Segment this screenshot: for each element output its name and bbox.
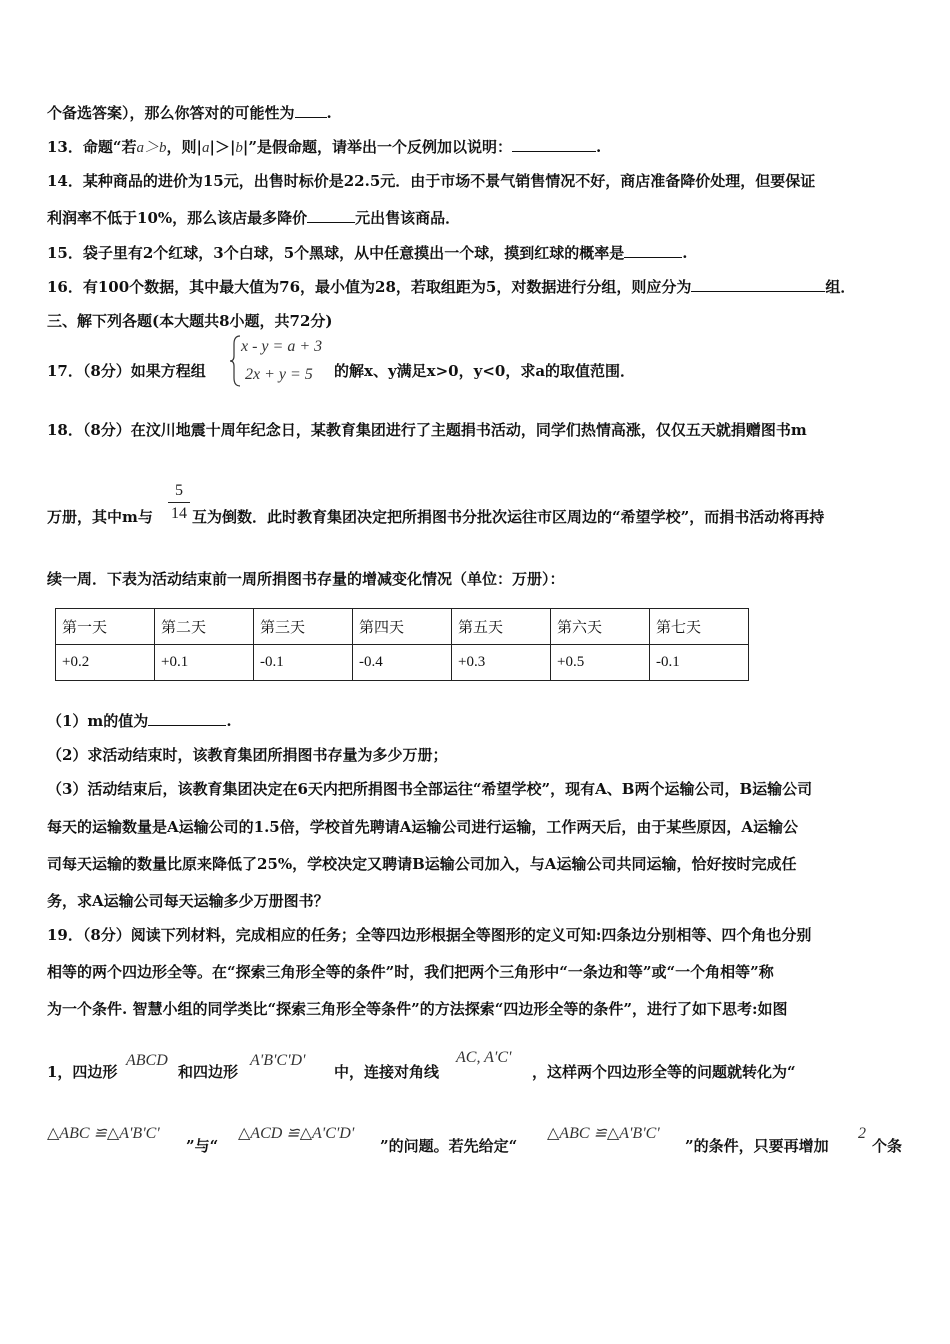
numerator: 5 [175, 482, 183, 499]
table-cell: 第六天 [551, 609, 650, 645]
text: ”与“ [186, 1137, 219, 1155]
text: 1，四边形 [47, 1063, 118, 1081]
text: . [326, 104, 332, 122]
brace-icon [228, 334, 242, 388]
inventory-change-table [55, 608, 749, 681]
text: 13．命题“若 [47, 138, 137, 156]
math-expr: 2 [858, 1125, 866, 1142]
math-expr: b [235, 140, 243, 156]
question-18-part3-line4 [47, 891, 329, 911]
table-cell: 第四天 [353, 609, 452, 645]
question-19-line1 [47, 925, 811, 945]
answer-blank [512, 137, 596, 152]
equation-1: x - y = a + 3 [241, 338, 323, 355]
math-expr: △ABC ≌△A'B'C' [47, 1125, 160, 1142]
text: ”的问题。若先给定“ [380, 1137, 518, 1155]
answer-blank [624, 243, 682, 258]
question-18-line1 [47, 420, 807, 440]
answer-blank [691, 277, 825, 292]
fraction [168, 482, 190, 523]
text: 三、解下列各题(本大题共8小题，共72分) [47, 312, 333, 330]
table-cell: 第一天 [56, 609, 155, 645]
text: 14．某种商品的进价为15元，出售时标价是22.5元．由于市场不景气销售情况不好，商店准备降价处理，但要保证 [47, 172, 816, 190]
question-19-line4 [47, 1062, 117, 1082]
text: ”的条件，只要再增加 [685, 1137, 829, 1155]
question-13 [47, 137, 601, 158]
text: 为一个条件. 智慧小组的同学类比“探索三角形全等条件”的方法探索“四边形全等的条件”，进行了如下思考:如图 [47, 1000, 788, 1018]
text: （2）求活动结束时，该教育集团所捐图书存量为多少万册； [47, 746, 448, 764]
question-18-part2 [47, 745, 447, 765]
text: 相等的两个四边形全等。在“探索三角形全等的条件”时，我们把两个三角形中“一条边和等”或“一个角相等”称 [47, 963, 774, 981]
question-18-part1 [47, 711, 232, 731]
equation-2: 2x + y = 5 [245, 366, 313, 383]
table-cell: 第二天 [155, 609, 254, 645]
table-cell: -0.1 [650, 645, 749, 681]
math-expr: AC, A'C' [456, 1049, 512, 1066]
question-18-line2a [47, 507, 153, 527]
table-cell: +0.1 [155, 645, 254, 681]
line-q12-end [47, 103, 332, 123]
table-cell: +0.3 [452, 645, 551, 681]
text: 务，求A运输公司每天运输多少万册图书？ [47, 892, 329, 910]
section-3-heading [47, 311, 333, 331]
text: 互为倒数．此时教育集团决定把所捐图书分批次运往市区周边的“希望学校”，而捐书活动将再持 [192, 508, 825, 526]
text: 元出售该商品． [355, 209, 461, 227]
table-cell: +0.5 [551, 645, 650, 681]
text: ，这样两个四边形全等的问题就转化为“ [532, 1063, 796, 1081]
text: 和四边形 [178, 1063, 239, 1081]
text: 18．（8分）在汶川地震十周年纪念日，某教育集团进行了主题捐书活动，同学们热情高涨，仅仅五天就捐赠图书m [47, 421, 807, 439]
question-18-part3-line3 [47, 854, 796, 874]
text: 中，连接对角线 [334, 1063, 440, 1081]
table-row [56, 645, 749, 681]
question-18-line2b [192, 507, 824, 527]
answer-blank [295, 103, 327, 118]
text: 的解x、y满足x>0，y<0，求a的取值范围． [334, 362, 636, 380]
question-16 [47, 277, 855, 297]
text: 每天的运输数量是A运输公司的1.5倍，学校首先聘请A运输公司进行运输，工作两天后，由于某些原因，A运输公 [47, 818, 799, 836]
math-expr: a [202, 140, 210, 156]
answer-blank [148, 711, 226, 726]
text: 19．（8分）阅读下列材料，完成相应的任务；全等四边形根据全等图形的定义可知:四条边分别相等、四个角也分别 [47, 926, 812, 944]
math-expr: a＞b [136, 140, 167, 156]
text: . [596, 138, 602, 156]
question-19-line3 [47, 999, 788, 1019]
table-header-row [56, 609, 749, 645]
text: 司每天运输的数量比原来降低了25%，学校决定又聘请B运输公司加入，与A运输公司共同运输，恰好按时完成任 [47, 855, 797, 873]
question-18-part3-line2 [47, 817, 798, 837]
question-18-line3 [47, 569, 565, 589]
text: 16．有100个数据，其中最大值为76，最小值为28，若取组距为5，对数据进行分组，则应分为 [47, 278, 692, 296]
denominator: 14 [171, 505, 187, 522]
table-cell: -0.4 [353, 645, 452, 681]
math-expr: ABCD [126, 1052, 168, 1069]
text: 个条 [872, 1137, 903, 1155]
question-14-line2 [47, 208, 460, 228]
text: |＞| [209, 138, 236, 156]
text: 15．袋子里有2个红球，3个白球，5个黑球，从中任意摸出一个球，摸到红球的概率是 [47, 244, 625, 262]
text: 组． [825, 278, 856, 296]
text: （3）活动结束后，该教育集团决定在6天内把所捐图书全部运往“希望学校”，现有A、B两个运输公司，B运输公司 [47, 780, 813, 798]
table-cell: 第七天 [650, 609, 749, 645]
text: 个备选答案），那么你答对的可能性为 [47, 104, 295, 122]
table-cell: -0.1 [254, 645, 353, 681]
text: 利润率不低于10%，那么该店最多降价 [47, 209, 308, 227]
math-expr: △ABC ≌△A'B'C' [547, 1125, 660, 1142]
answer-blank [307, 208, 355, 223]
text: 17．（8分）如果方程组 [47, 362, 206, 380]
table-cell: +0.2 [56, 645, 155, 681]
question-14-line1 [47, 171, 815, 191]
text: . [226, 712, 232, 730]
math-expr: △ACD ≌△A'C'D' [238, 1125, 355, 1142]
question-18-part3-line1 [47, 779, 812, 799]
text: ，则| [166, 138, 202, 156]
question-19-line2 [47, 962, 774, 982]
question-17-label [47, 361, 206, 381]
text: （1）m的值为 [47, 712, 149, 730]
table-cell: 第五天 [452, 609, 551, 645]
text: . [682, 244, 688, 262]
question-17-text [334, 361, 635, 381]
question-15 [47, 243, 687, 263]
table-cell: 第三天 [254, 609, 353, 645]
text: 万册，其中m与 [47, 508, 153, 526]
math-expr: A'B'C'D' [250, 1052, 306, 1069]
text: 续一周．下表为活动结束前一周所捐图书存量的增减变化情况（单位：万册）： [47, 570, 565, 588]
text: |”是假命题，请举出一个反例加以说明： [242, 138, 513, 156]
